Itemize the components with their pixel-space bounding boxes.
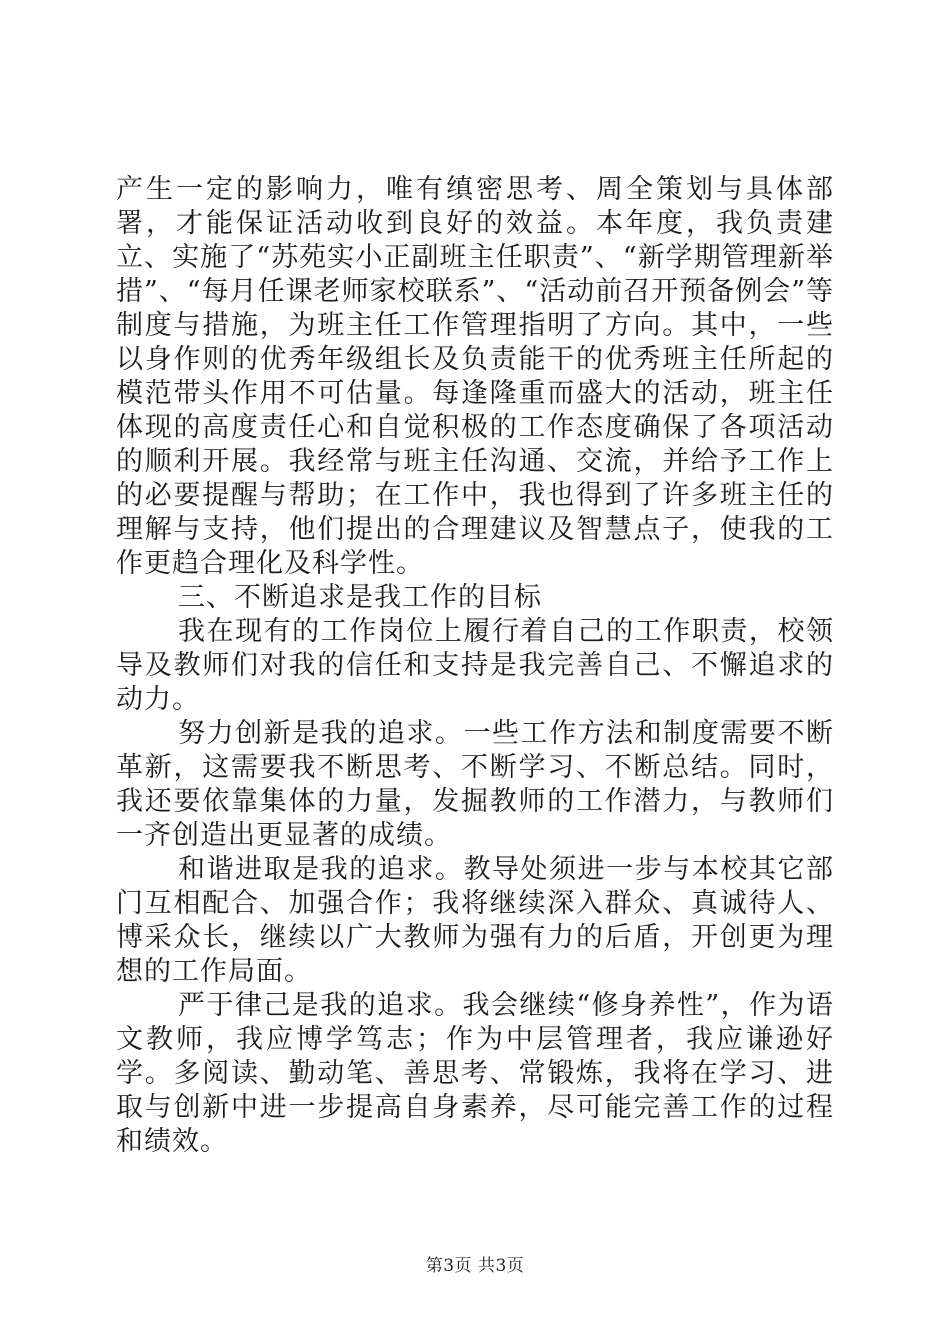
paragraph-self-discipline: 严于律己是我的追求。我会继续“修身养性”，作为语文教师，我应博学笃志；作为中层管理者，我应谦逊好学。多阅读、勤动笔、善思考、常锻炼，我将在学习、进取与创新中进一步提高自身素养，尽可能完善工作的过程和绩效。 xyxy=(116,990,834,1157)
document-body xyxy=(116,173,834,1159)
paragraph-harmony: 和谐进取是我的追求。教导处须进一步与本校其它部门互相配合、加强合作；我将继续深入群众、真诚待人、博采众长，继续以广大教师为强有力的后盾，开创更为理想的工作局面。 xyxy=(116,854,834,987)
paragraph-continued: 产生一定的影响力，唯有缜密思考、周全策划与具体部署，才能保证活动收到良好的效益。本年度，我负责建立、实施了“苏苑实小正副班主任职责”、“新学期管理新举措”、“每月任课老师家校联系”、“活动前召开预备例会”等制度与措施，为班主任工作管理指明了方向。其中，一些以身作则的优秀年级组长及负责能干的优秀班主任所起的模范带头作用不可估量。每逢隆重而盛大的活动，班主任体现的高度责任心和自觉积极的工作态度确保了各项活动的顺利开展。我经常与班主任沟通、交流，并给予工作上的必要提醒与帮助；在工作中，我也得到了许多班主任的理解与支持，他们提出的合理建议及智慧点子，使我的工作更趋合理化及科学性。 xyxy=(116,174,835,579)
paragraph-job-duties: 我在现有的工作岗位上履行着自己的工作职责，校领导及教师们对我的信任和支持是我完善自己、不懈追求的动力。 xyxy=(116,616,834,715)
page-footer: 第3页 共3页 xyxy=(425,1256,525,1276)
section-heading-3: 三、不断追求是我工作的目标 xyxy=(178,582,542,613)
paragraph-innovation: 努力创新是我的追求。一些工作方法和制度需要不断革新，这需要我不断思考、不断学习、不断总结。同时，我还要依靠集体的力量，发掘教师的工作潜力，与教师们一齐创造出更显著的成绩。 xyxy=(116,718,834,851)
